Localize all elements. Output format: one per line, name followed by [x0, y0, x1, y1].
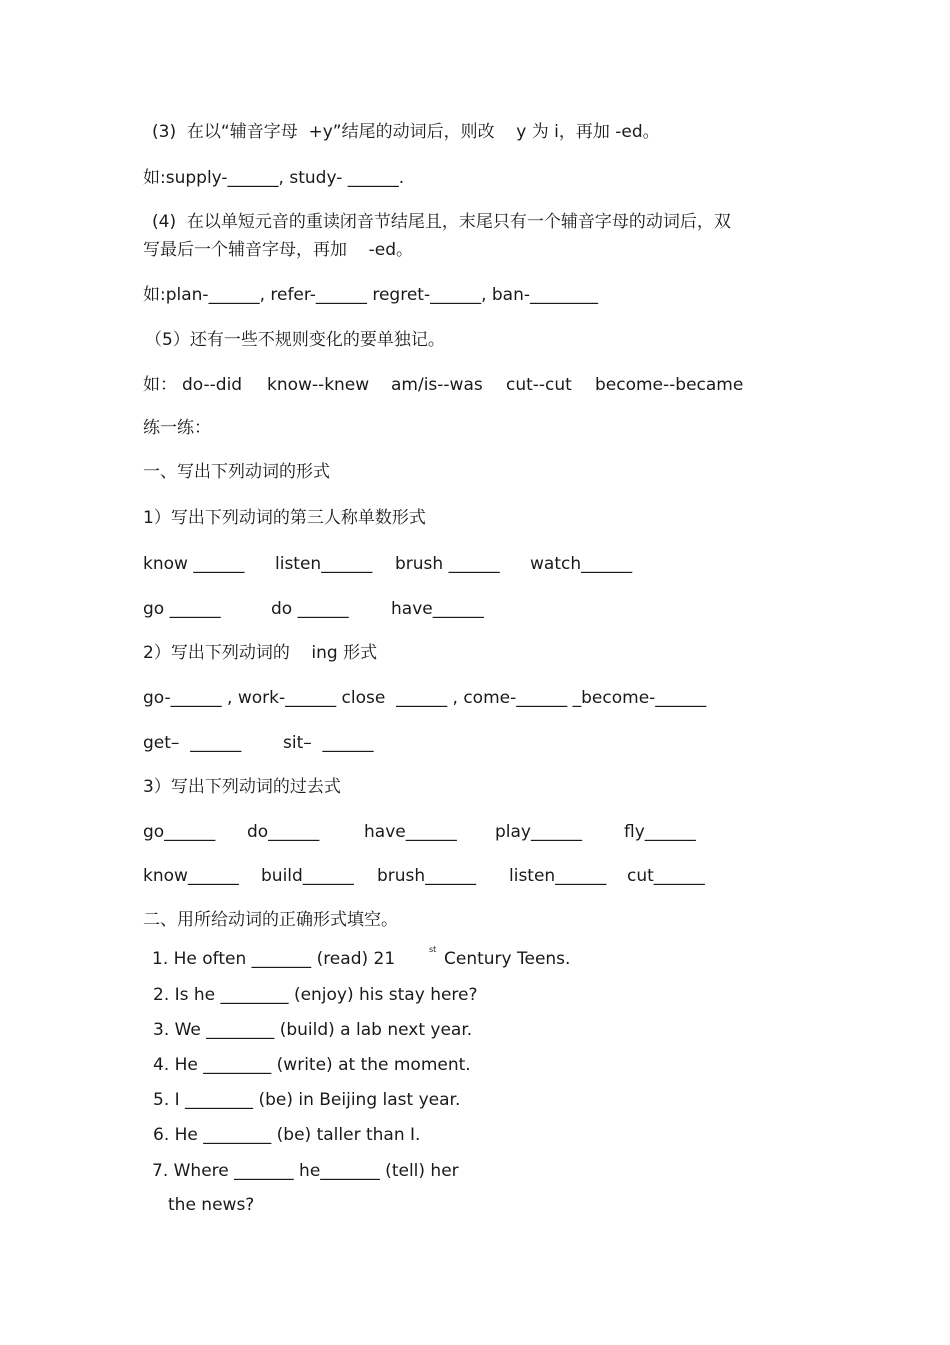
blank-item: play______	[495, 822, 582, 842]
example-item: know--knew	[267, 375, 370, 395]
blank-item: sit– ______	[283, 733, 374, 753]
blank-item: brush ______	[395, 554, 500, 574]
rule-4-line1: (4) 在以单短元音的重读闭音节结尾且，末尾只有一个辅音字母的动词后，双	[152, 212, 731, 232]
question-1-end: Century Teens.	[444, 949, 571, 969]
part1-title: 1）写出下列动词的第三人称单数形式	[143, 508, 426, 528]
rule-5: （5）还有一些不规则变化的要单独记。	[145, 330, 445, 350]
question-5: 5. I ________ (be) in Beijing last year.	[153, 1090, 461, 1110]
blank-item: get– ______	[143, 733, 242, 753]
question-3: 3. We ________ (build) a lab next year.	[153, 1020, 473, 1040]
part2-title: 2）写出下列动词的 ing 形式	[143, 643, 378, 663]
example-item: am/is--was	[391, 375, 483, 395]
blank-item: cut______	[627, 866, 705, 886]
blank-item: listen______	[275, 554, 373, 574]
example-item: cut--cut	[506, 375, 572, 395]
question-6: 6. He ________ (be) taller than I.	[153, 1125, 421, 1145]
blank-item: know ______	[143, 554, 245, 574]
blank-item: have______	[391, 599, 484, 619]
superscript: st	[429, 945, 437, 954]
blank-item: go ______	[143, 599, 221, 619]
section1-title: 一、写出下列动词的形式	[143, 462, 330, 482]
rule-3-example: 如:supply-______, study- ______.	[143, 168, 405, 188]
blank-item: watch______	[530, 554, 633, 574]
question-1-text: 1. He often _______ (read) 21	[152, 949, 396, 969]
question-7-line2: the news?	[168, 1195, 255, 1215]
rule-4-example: 如:plan-______, refer-______ regret-______, ban-________	[143, 285, 598, 305]
blank-item: listen______	[509, 866, 607, 886]
blank-item: go______	[143, 822, 216, 842]
blank-item: know______	[143, 866, 239, 886]
part3-title: 3）写出下列动词的过去式	[143, 777, 341, 797]
question-7-line1: 7. Where _______ he_______ (tell) her	[152, 1161, 459, 1181]
blank-item: have______	[364, 822, 457, 842]
blank-item: build______	[261, 866, 354, 886]
question-2: 2. Is he ________ (enjoy) his stay here?	[153, 985, 478, 1005]
rule-4-line2: 写最后一个辅音字母，再加 -ed。	[143, 240, 413, 260]
section2-title: 二、用所给动词的正确形式填空。	[143, 910, 398, 930]
blank-item: brush______	[377, 866, 477, 886]
rule-3: (3) 在以“辅音字母 +y”结尾的动词后，则改 y 为 i，再加 -ed。	[152, 122, 660, 142]
practice-title: 练一练：	[143, 418, 211, 438]
question-4: 4. He ________ (write) at the moment.	[153, 1055, 471, 1075]
example-item: do--did	[182, 375, 243, 395]
example-item: become--became	[595, 375, 744, 395]
blank-item: do ______	[271, 599, 349, 619]
example-prefix: 如：	[143, 375, 177, 395]
part2-row1: go-______ , work-______ close ______ , come-______ _become-______	[143, 688, 707, 708]
blank-item: do______	[247, 822, 320, 842]
blank-item: fly______	[624, 822, 696, 842]
